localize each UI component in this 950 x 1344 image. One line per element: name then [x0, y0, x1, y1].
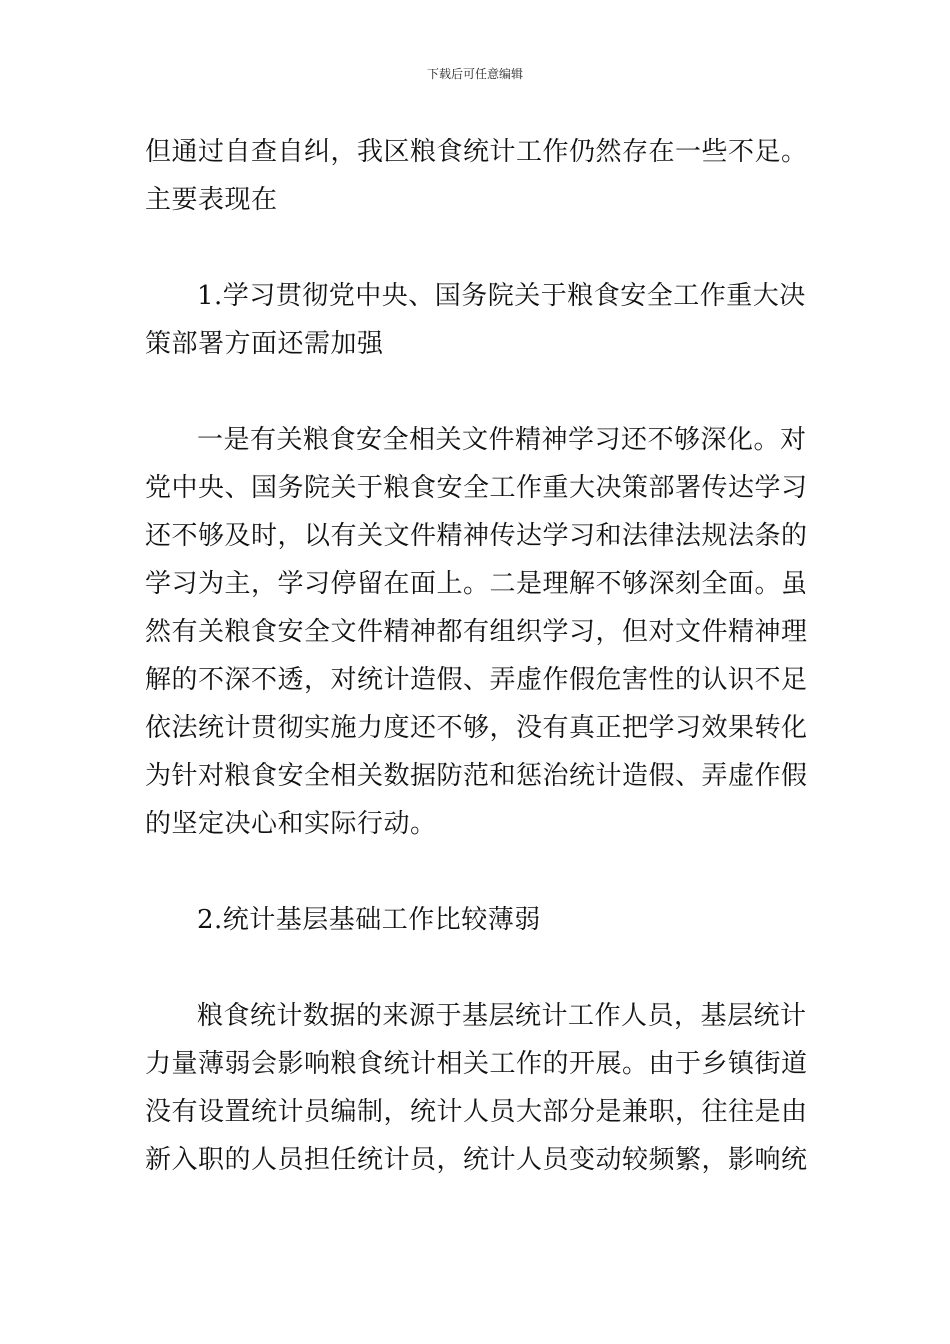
paragraph-grassroots — [145, 992, 807, 1184]
text-line: 然有关粮食安全文件精神都有组织学习，但对文件精神理 — [145, 617, 808, 647]
text-line: 策部署方面还需加强 — [145, 329, 384, 359]
paragraph-gap — [145, 944, 807, 992]
paragraph-intro — [145, 128, 807, 224]
text-line: 粮食统计数据的来源于基层统计工作人员，基层统计 — [197, 1001, 807, 1031]
text-line: 还不够及时，以有关文件精神传达学习和法律法规法条的 — [145, 521, 808, 551]
text-line: 依法统计贯彻实施力度还不够，没有真正把学习效果转化 — [145, 713, 808, 743]
paragraph-gap — [145, 224, 807, 272]
section-heading-1 — [145, 272, 807, 368]
text-line: 学习为主，学习停留在面上。二是理解不够深刻全面。虽 — [145, 569, 808, 599]
text-line: 没有设置统计员编制，统计人员大部分是兼职，往往是由 — [145, 1097, 808, 1127]
text-line: 1.学习贯彻党中央、国务院关于粮食安全工作重大决 — [197, 281, 806, 311]
text-line: 党中央、国务院关于粮食安全工作重大决策部署传达学习 — [145, 473, 808, 503]
page-header: 下载后可任意编辑 — [426, 67, 523, 81]
paragraph-gap — [145, 848, 807, 896]
text-line: 但通过自查自纠，我区粮食统计工作仍然存在一些不足。 — [145, 137, 808, 167]
text-line: 一是有关粮食安全相关文件精神学习还不够深化。对 — [197, 425, 807, 455]
text-line: 解的不深不透，对统计造假、弄虚作假危害性的认识不足 — [145, 665, 808, 695]
paragraph-gap — [145, 368, 807, 416]
text-line: 的坚定决心和实际行动。 — [145, 809, 437, 839]
text-line: 力量薄弱会影响粮食统计相关工作的开展。由于乡镇街道 — [145, 1049, 808, 1079]
text-line: 2.统计基层基础工作比较薄弱 — [197, 905, 541, 935]
text-line: 新入职的人员担任统计员，统计人员变动较频繁，影响统 — [145, 1145, 808, 1175]
paragraph-study — [145, 416, 807, 848]
document-body — [145, 128, 807, 1184]
text-line: 为针对粮食安全相关数据防范和惩治统计造假、弄虚作假 — [145, 761, 808, 791]
text-line: 主要表现在 — [145, 185, 278, 215]
section-heading-2 — [145, 896, 807, 944]
